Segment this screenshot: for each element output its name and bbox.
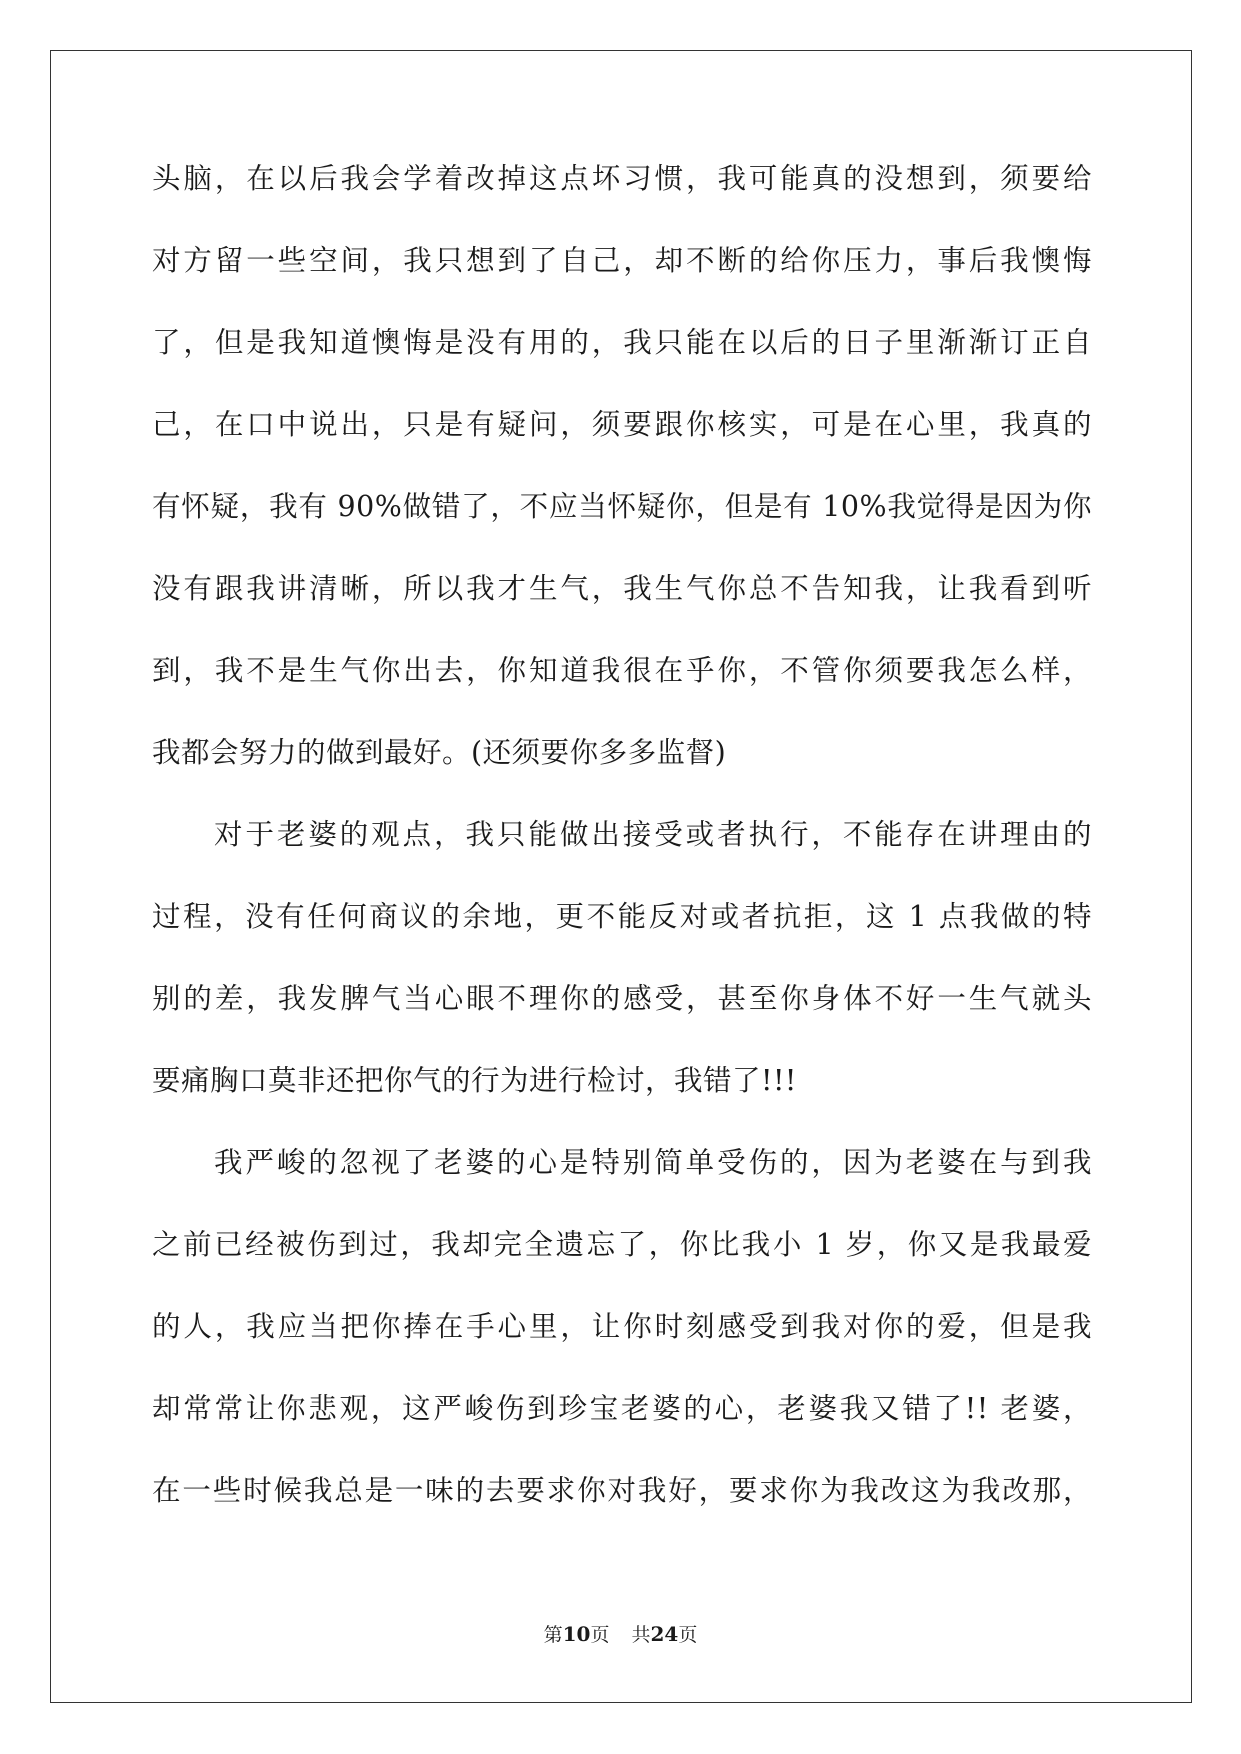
text-line: 到，我不是生气你出去，你知道我很在乎你，不管你须要我怎么样， xyxy=(152,654,1092,687)
text-line: 了，但是我知道懊悔是没有用的，我只能在以后的日子里渐渐订正自 xyxy=(152,326,1092,359)
text-line: 没有跟我讲清晰，所以我才生气，我生气你总不告知我，让我看到听 xyxy=(152,572,1092,605)
paragraph-first-line: 我严峻的忽视了老婆的心是特别简单受伤的，因为老婆在与到我 xyxy=(214,1146,1092,1179)
total-prefix: 共 xyxy=(631,1624,651,1646)
text-line: 别的差，我发脾气当心眼不理你的感受，甚至你身体不好一生气就头 xyxy=(152,982,1092,1015)
total-suffix: 页 xyxy=(678,1624,698,1646)
text-line: 却常常让你悲观，这严峻伤到珍宝老婆的心，老婆我又错了!! 老婆， xyxy=(152,1392,1092,1425)
text-line: 对方留一些空间，我只想到了自己，却不断的给你压力，事后我懊悔 xyxy=(152,244,1092,277)
page-suffix: 页 xyxy=(590,1624,610,1646)
text-line: 有怀疑，我有 90%做错了，不应当怀疑你，但是有 10%我觉得是因为你 xyxy=(152,490,1092,523)
page-prefix: 第 xyxy=(543,1624,563,1646)
text-line: 要痛胸口莫非还把你气的行为进行检讨，我错了!!! xyxy=(152,1064,797,1097)
current-page-number: 10 xyxy=(562,1622,591,1646)
paragraph-first-line: 对于老婆的观点，我只能做出接受或者执行，不能存在讲理由的 xyxy=(214,818,1092,851)
document-body xyxy=(152,158,1092,1552)
text-line: 之前已经被伤到过，我却完全遗忘了，你比我小 1 岁，你又是我最爱 xyxy=(152,1228,1092,1261)
text-line: 在一些时候我总是一味的去要求你对我好，要求你为我改这为我改那， xyxy=(152,1474,1092,1507)
text-line: 我都会努力的做到最好。(还须要你多多监督) xyxy=(152,736,727,769)
text-line: 己，在口中说出，只是有疑问，须要跟你核实，可是在心里，我真的 xyxy=(152,408,1092,441)
page-footer xyxy=(0,1622,1241,1647)
text-line: 过程，没有任何商议的余地，更不能反对或者抗拒，这 1 点我做的特 xyxy=(152,900,1092,933)
text-line: 的人，我应当把你捧在手心里，让你时刻感受到我对你的爱，但是我 xyxy=(152,1310,1092,1343)
total-page-count: 24 xyxy=(650,1622,679,1646)
text-line: 头脑，在以后我会学着改掉这点坏习惯，我可能真的没想到，须要给 xyxy=(152,162,1092,195)
